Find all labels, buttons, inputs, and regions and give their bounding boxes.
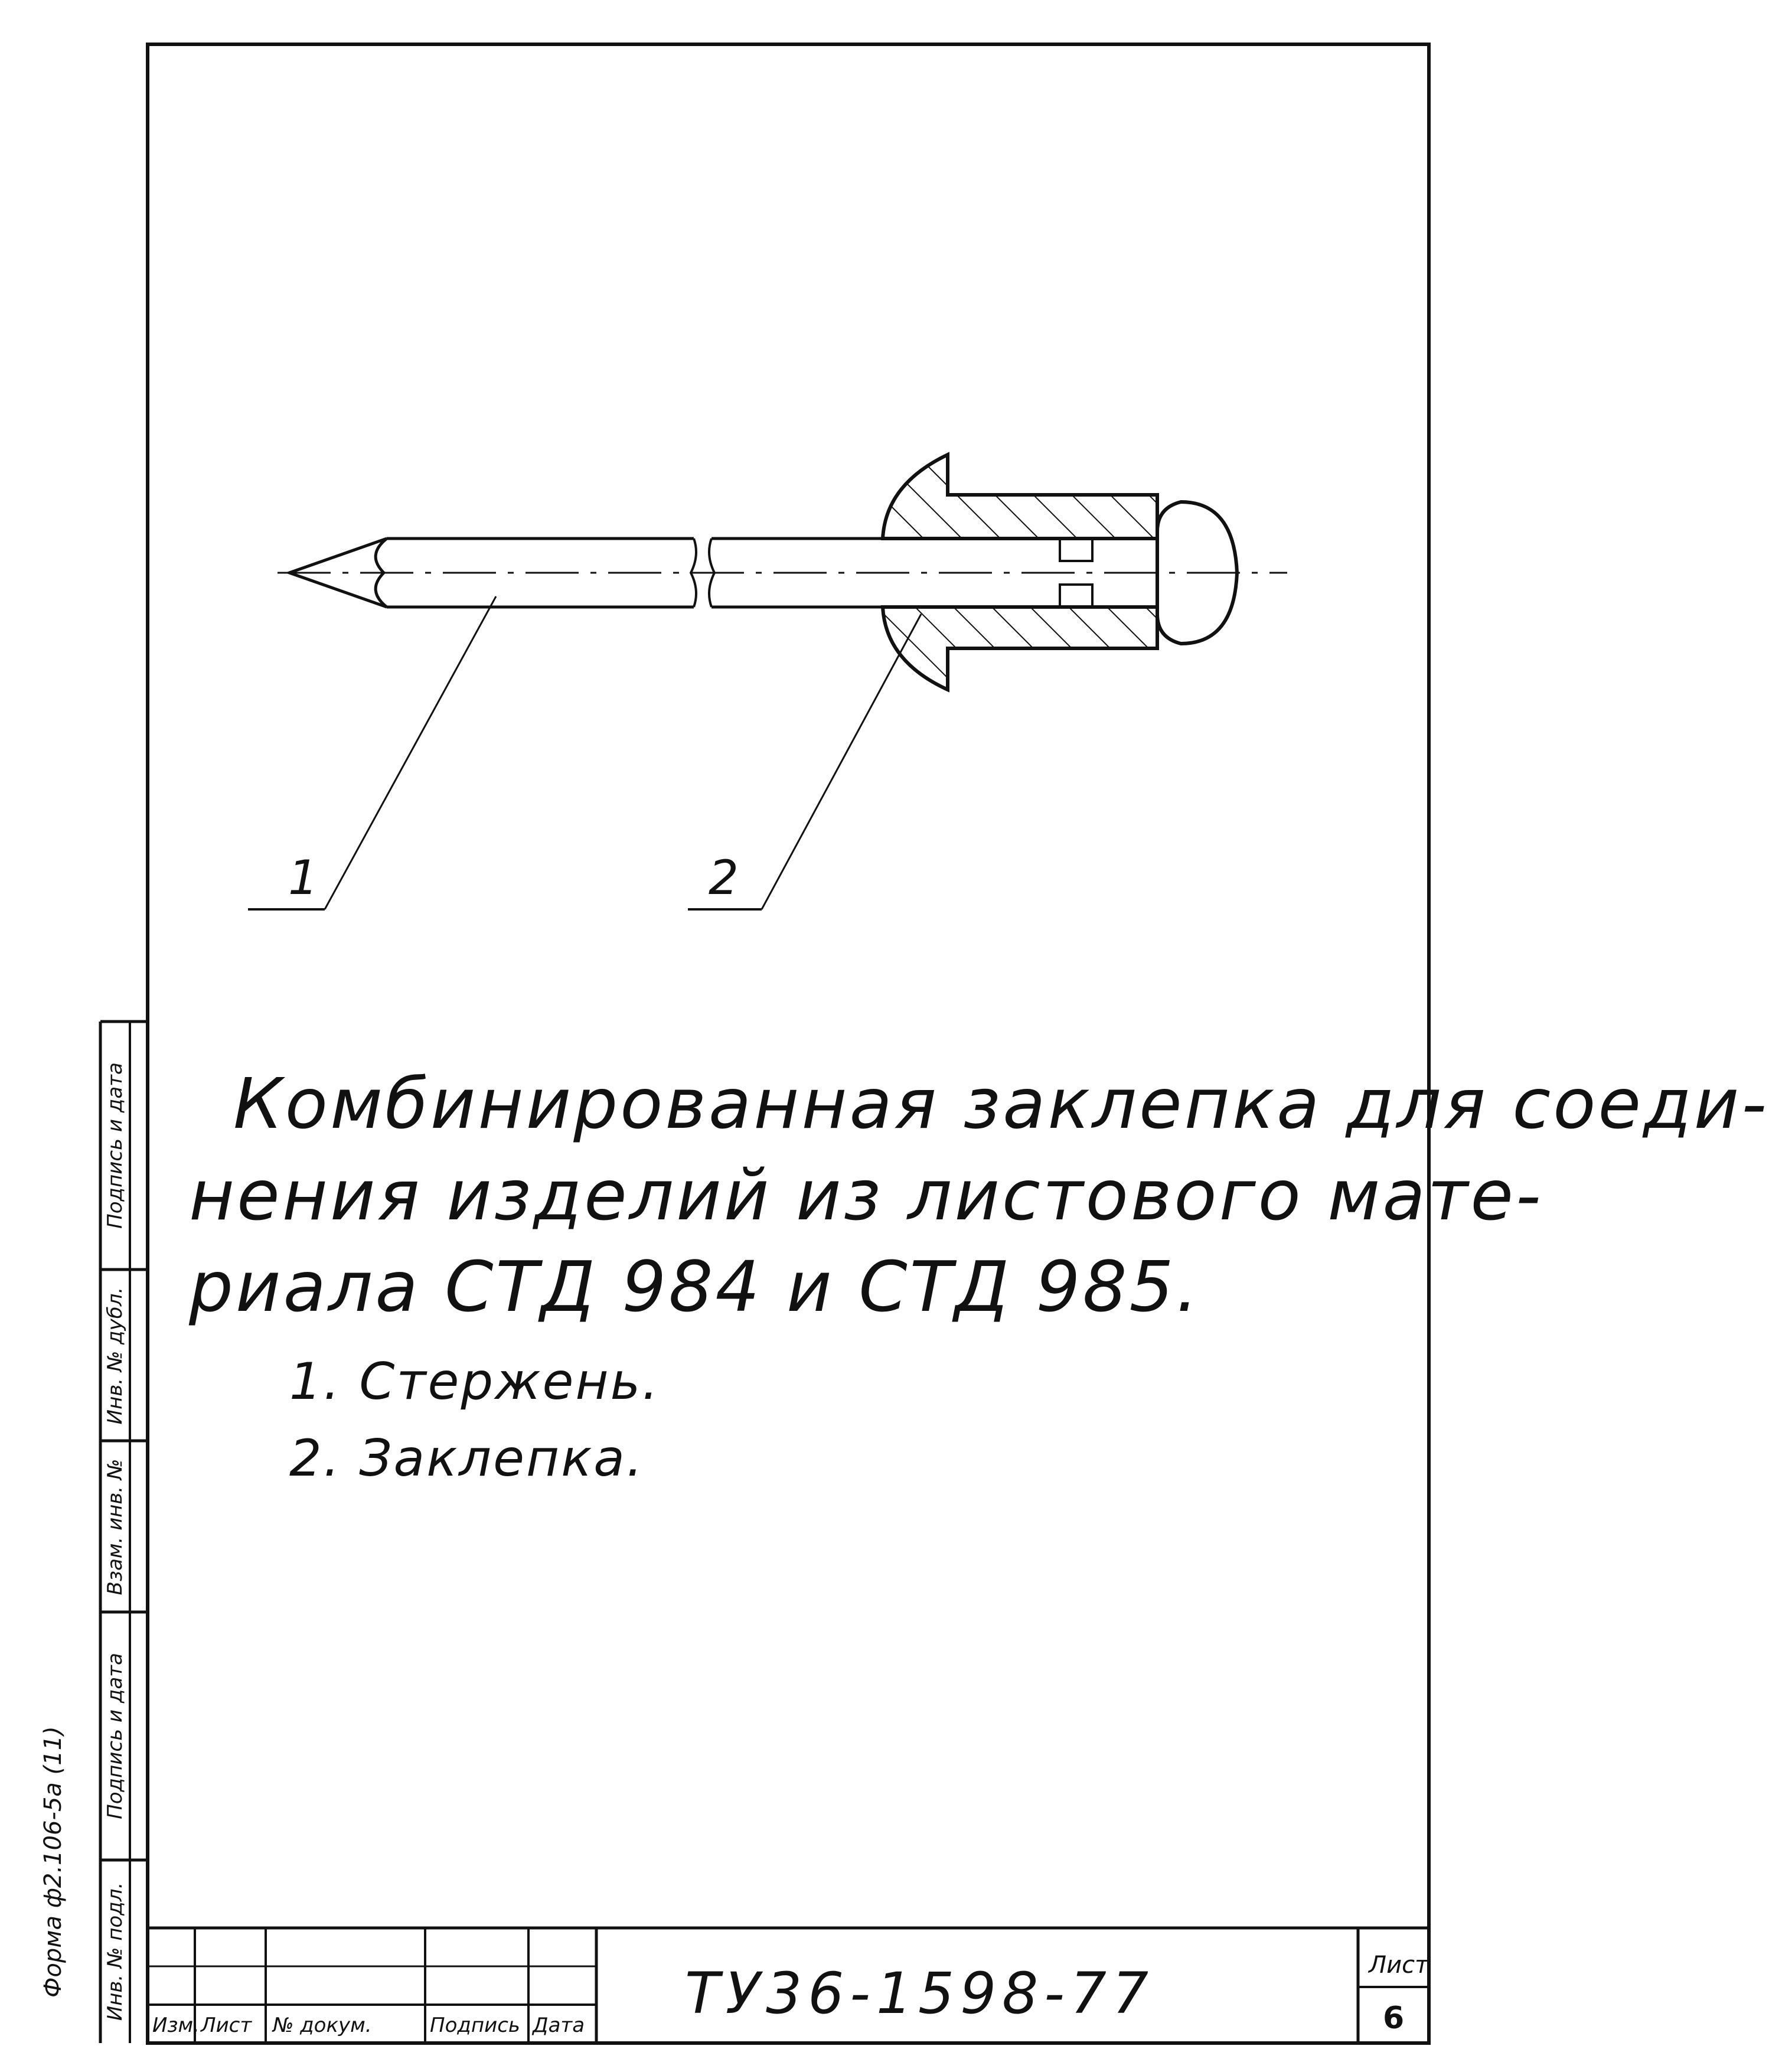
description-line-2: нения изделий из листового мате-: [189, 1154, 1543, 1236]
callout-1: 1: [288, 850, 318, 905]
side-label-signature-date-top: Подпись и дата: [103, 1062, 127, 1229]
document-number: ТУ36-1598-77: [685, 1960, 1155, 2027]
col-label-doc-number: № докум.: [273, 2014, 372, 2037]
description-line-1: Комбинированная заклепка для соеди-: [233, 1063, 1769, 1144]
rivet-section-top: [883, 455, 1157, 539]
side-label-signature-date-bottom: Подпись и дата: [103, 1653, 127, 1819]
description-line-3: риала СТД 984 и СТД 985.: [189, 1246, 1201, 1327]
col-label-change: Изм.: [152, 2014, 200, 2037]
sheet-number: 6: [1383, 2001, 1405, 2036]
col-label-signature: Подпись: [430, 2014, 520, 2037]
form-note: Форма ф2.106-5а (11): [40, 1726, 67, 1998]
leader-line-1: [325, 596, 496, 909]
rivet-section-bottom: [883, 607, 1157, 690]
sheet-label: Лист: [1369, 1952, 1429, 1979]
col-label-sheet: Лист: [201, 2014, 252, 2037]
part-item-1: 1. Стержень.: [289, 1352, 660, 1411]
col-label-date: Дата: [533, 2014, 585, 2037]
part-item-2: 2. Заклепка.: [289, 1429, 645, 1488]
side-label-original-inventory: Инв. № подл.: [103, 1882, 127, 2021]
callout-2: 2: [709, 850, 739, 905]
side-label-dup-inventory: Инв. № дубл.: [103, 1287, 127, 1425]
side-label-replacement-inventory: Взам. инв. №: [103, 1458, 127, 1595]
leader-line-2: [762, 614, 921, 909]
